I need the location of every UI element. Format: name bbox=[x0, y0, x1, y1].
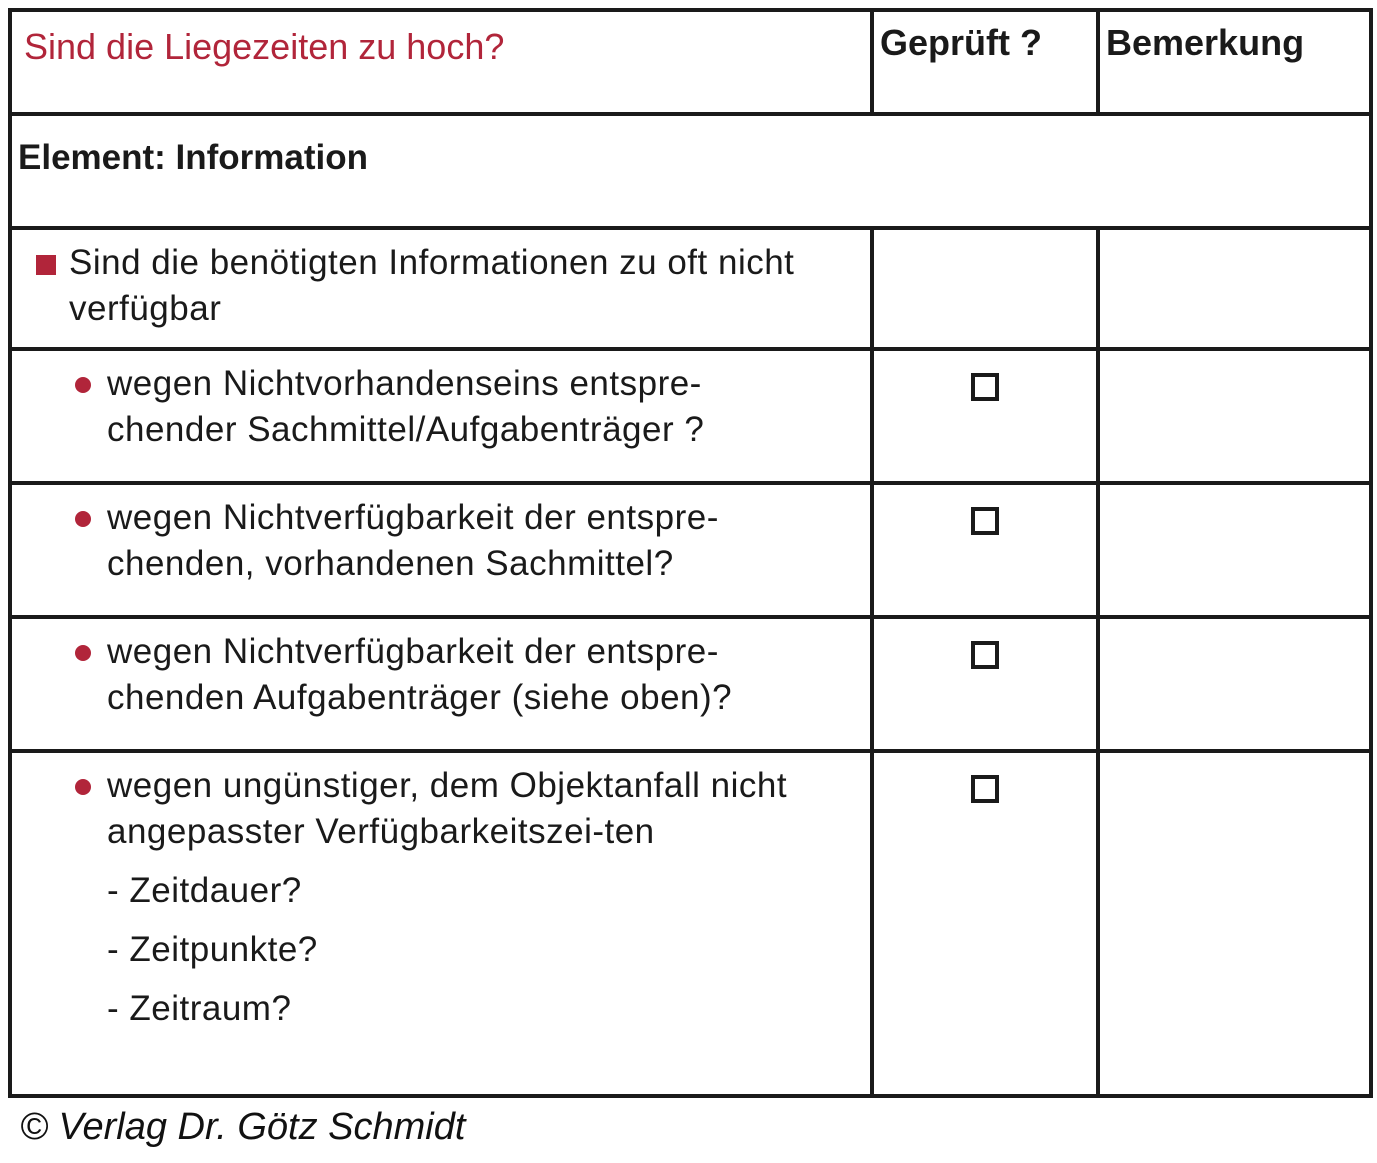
table-row bbox=[10, 617, 1371, 751]
checked-cell bbox=[872, 751, 1098, 1096]
dot-bullet-icon bbox=[75, 779, 91, 795]
remark-cell[interactable] bbox=[1098, 751, 1371, 1096]
sub-question-text: wegen ungünstiger, dem Objektanfall nicht angepasster Verfügbarkeitszei-ten bbox=[107, 766, 788, 852]
checked-column-header: Geprüft ? bbox=[880, 22, 1042, 63]
section-heading: Element: Information bbox=[18, 138, 369, 178]
sub-detail-duration: - Zeitdauer? bbox=[107, 871, 302, 911]
sub-question-text: wegen Nichtverfügbarkeit der entspre-chenden Aufgabenträger (siehe oben)? bbox=[107, 632, 733, 718]
remark-cell[interactable] bbox=[1098, 228, 1371, 348]
title-cell bbox=[10, 10, 872, 114]
question-cell bbox=[10, 228, 872, 348]
sub-question-text: wegen Nichtvorhandenseins entspre-chender Sachmittel/Aufgabenträger ? bbox=[107, 363, 705, 449]
table-row bbox=[10, 483, 1371, 617]
table-row bbox=[10, 349, 1371, 483]
page-title: Sind die Liegezeiten zu hoch? bbox=[24, 26, 505, 67]
dot-bullet-icon bbox=[75, 645, 91, 661]
checked-cell bbox=[872, 617, 1098, 751]
checked-cell bbox=[872, 349, 1098, 483]
question-cell bbox=[10, 483, 872, 617]
remark-cell[interactable] bbox=[1098, 349, 1371, 483]
checked-cell bbox=[872, 483, 1098, 617]
table-row bbox=[10, 751, 1371, 1096]
remark-cell[interactable] bbox=[1098, 483, 1371, 617]
remark-column-header: Bemerkung bbox=[1106, 22, 1305, 63]
remark-header-cell bbox=[1098, 10, 1371, 114]
checklist-table bbox=[8, 8, 1373, 1098]
checkbox-icon[interactable] bbox=[971, 507, 999, 535]
dot-bullet-icon bbox=[75, 511, 91, 527]
main-question-text: Sind die benötigten Informationen zu oft nicht verfügbar bbox=[69, 243, 795, 329]
sub-detail-timespan: - Zeitraum? bbox=[107, 989, 292, 1029]
checked-header-cell bbox=[872, 10, 1098, 114]
header-row bbox=[10, 10, 1371, 114]
sub-detail-timepoints: - Zeitpunkte? bbox=[107, 930, 318, 970]
remark-cell[interactable] bbox=[1098, 617, 1371, 751]
checkbox-icon[interactable] bbox=[971, 641, 999, 669]
section-cell bbox=[10, 114, 1371, 228]
checkbox-icon[interactable] bbox=[971, 373, 999, 401]
checkbox-icon[interactable] bbox=[971, 775, 999, 803]
question-cell bbox=[10, 751, 872, 1096]
checked-cell bbox=[872, 228, 1098, 348]
section-row bbox=[10, 114, 1371, 228]
table-row bbox=[10, 228, 1371, 348]
dot-bullet-icon bbox=[75, 377, 91, 393]
copyright-notice: © Verlag Dr. Götz Schmidt bbox=[20, 1106, 466, 1148]
sub-question-text: wegen Nichtverfügbarkeit der entspre-chenden, vorhandenen Sachmittel? bbox=[107, 497, 719, 583]
question-cell bbox=[10, 617, 872, 751]
question-cell bbox=[10, 349, 872, 483]
square-bullet-icon bbox=[36, 255, 56, 275]
